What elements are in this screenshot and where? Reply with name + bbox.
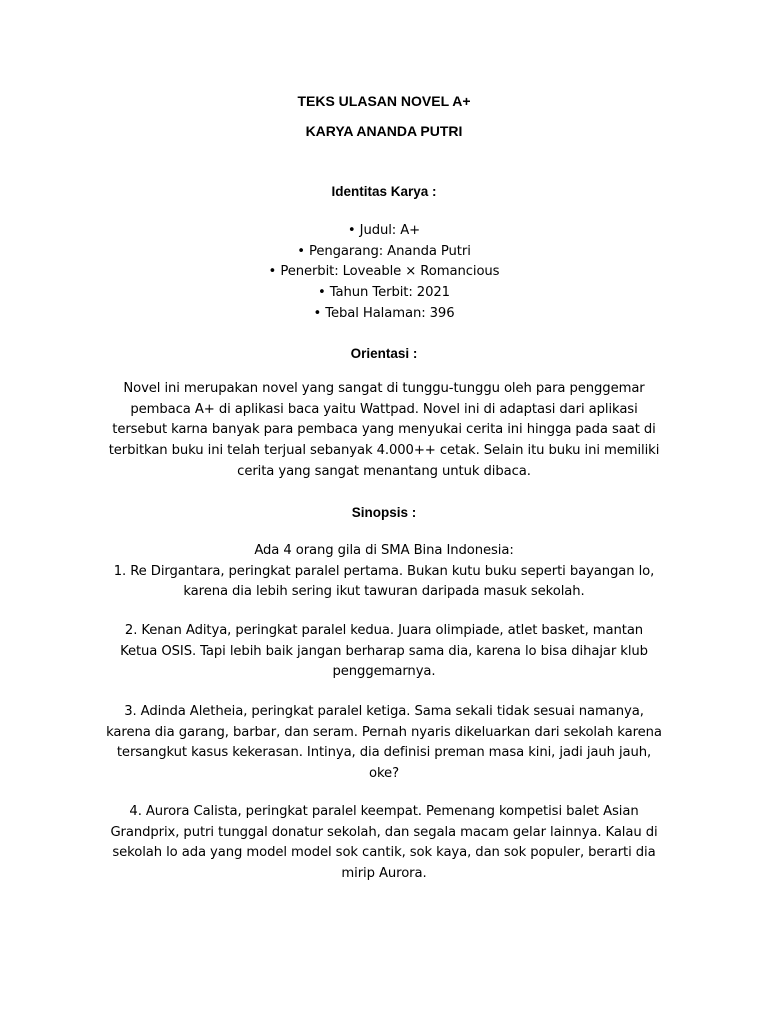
sinopsis-paragraph-kenan [84, 621, 684, 683]
text-line: sekolah lo ada yang model model sok cantik, sok kaya, dan sok populer, berarti dia [112, 845, 656, 861]
text-line: 2. Kenan Aditya, peringkat paralel kedua. Juara olimpiade, atlet basket, mantan [124, 623, 644, 638]
sinopsis-heading: Sinopsis : [351, 505, 417, 520]
text-line: tersebut karna banyak para pembaca yang menyukai cerita ini hingga pada saat di [112, 422, 656, 438]
text-line: 1. Re Dirgantara, peringkat paralel pertama. Bukan kutu buku seperti bayangan lo, [113, 563, 655, 579]
identitas-list [84, 221, 684, 325]
text-line: cerita yang sangat menantang untuk dibaca. [237, 463, 531, 479]
text-line: oke? [369, 766, 399, 782]
text-line: Grandprix, putri tunggal donatur sekolah, dan segala macam gelar lainnya. Kalau di [110, 824, 658, 840]
identitas-item-tebal-halaman: • Tebal Halaman: 396 [313, 305, 455, 321]
text-line: mirip Aurora. [341, 866, 427, 882]
document-subtitle: KARYA ANANDA PUTRI [305, 123, 463, 139]
identitas-item-penerbit: • Penerbit: Loveable × Romancious [268, 264, 500, 280]
text-line: karena dia lebih sering ikut tawuran daripada masuk sekolah. [183, 584, 585, 600]
text-line: terbitkan buku ini telah terjual sebanyak 4.000++ cetak. Selain itu buku ini memiliki [108, 443, 660, 459]
text-line: karena dia garang, barbar, dan seram. Pernah nyaris dikeluarkan dari sekolah karena [106, 724, 662, 740]
sinopsis-paragraph-aurora [84, 802, 684, 885]
text-line: pembaca A+ di aplikasi baca yaitu Wattpad. Novel ini di adaptasi dari aplikasi [130, 401, 638, 417]
orientasi-paragraph [84, 379, 684, 483]
identitas-item-judul: • Judul: A+ [347, 223, 421, 238]
text-line: Ketua OSIS. Tapi lebih baik jangan berharap sama dia, karena lo bisa dihajar klub [120, 643, 648, 659]
text-line: tersangkut kasus kekerasan. Intinya, dia definisi preman masa kini, jadi jauh jauh, [116, 745, 652, 761]
identitas-item-pengarang: • Pengarang: Ananda Putri [297, 243, 471, 259]
orientasi-heading: Orientasi : [350, 346, 418, 361]
text-line: Ada 4 orang gila di SMA Bina Indonesia: [254, 543, 514, 558]
document-title: TEKS ULASAN NOVEL A+ [297, 93, 471, 109]
text-line: penggemarnya. [332, 664, 436, 680]
sinopsis-intro-paragraph [84, 541, 684, 603]
text-line: Novel ini merupakan novel yang sangat di tunggu-tunggu oleh para penggemar [123, 381, 645, 396]
identitas-heading: Identitas Karya : [331, 184, 437, 199]
identitas-item-tahun-terbit: • Tahun Terbit: 2021 [318, 285, 450, 301]
text-line: 3. Adinda Aletheia, peringkat paralel ketiga. Sama sekali tidak sesuai namanya, [124, 704, 644, 719]
text-line: 4. Aurora Calista, peringkat paralel keempat. Pemenang kompetisi balet Asian [129, 804, 639, 819]
sinopsis-paragraph-adinda [84, 702, 684, 785]
